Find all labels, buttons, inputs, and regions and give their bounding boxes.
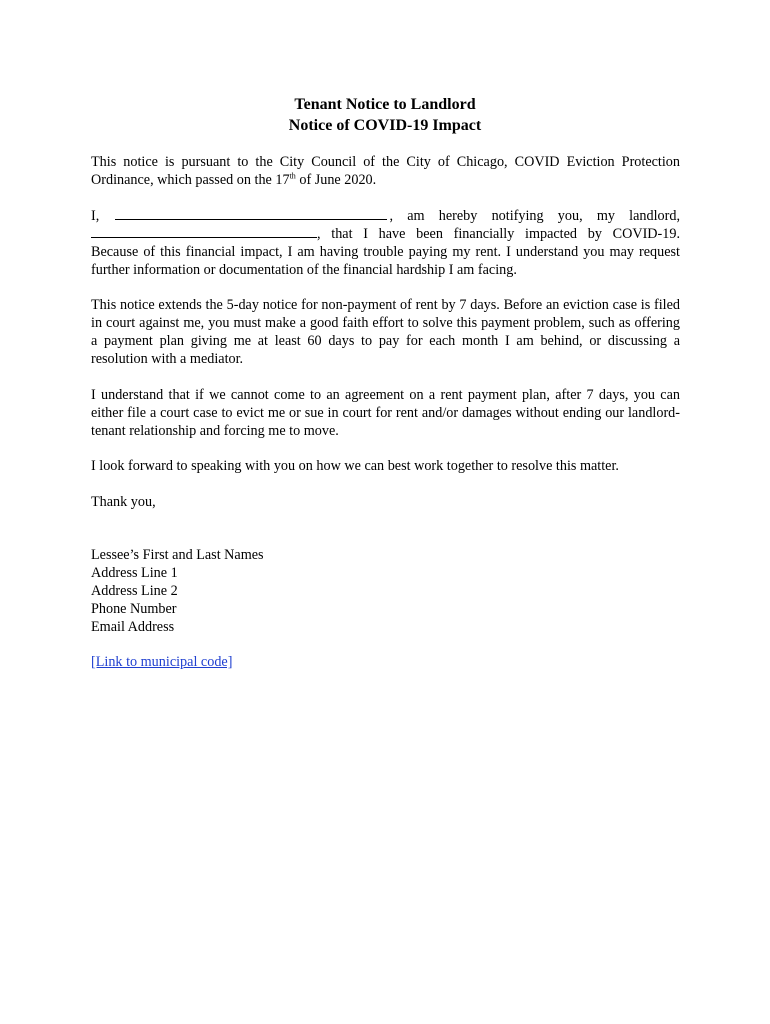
- notification-line-1: [91, 207, 680, 225]
- signature-names: Lessee’s First and Last Names: [91, 547, 264, 563]
- document-title: Tenant Notice to Landlord: [294, 96, 476, 113]
- tenant-name-blank[interactable]: [115, 207, 387, 220]
- landlord-name-blank[interactable]: [91, 225, 317, 238]
- notification-after-tenant: , am hereby notifying you, my landlord,: [389, 208, 680, 224]
- paragraph-ordinance: [91, 153, 680, 189]
- paragraph-notification: [91, 207, 680, 279]
- paragraph-ordinance-date: of June 2020.: [295, 172, 377, 188]
- notification-line-2: [91, 225, 680, 243]
- notification-after-landlord: , that I have been financially impacted by COVID-19.: [317, 226, 680, 242]
- notification-prefix: I,: [91, 208, 100, 224]
- closing-text: Thank you,: [91, 494, 156, 510]
- signature-email: Email Address: [91, 619, 175, 635]
- signature-address-2: Address Line 2: [91, 583, 178, 599]
- signature-address-1: Address Line 1: [91, 565, 178, 581]
- paragraph-extension: This notice extends the 5-day notice for non-payment of rent by 7 days. Before an eviction case is filed in court against me, you must make a good faith effort to solve this payment problem, such as offering a payment plan giving me at least 60 days to pay for each month I am behind, or discussing a resolution with a mediator.: [91, 297, 680, 367]
- paragraph-resolution: I look forward to speaking with you on how we can best work together to resolve this matter.: [91, 458, 619, 474]
- signature-phone: Phone Number: [91, 601, 177, 617]
- document-subtitle: Notice of COVID-19 Impact: [288, 117, 482, 134]
- ordinal-superscript: th: [289, 171, 296, 181]
- paragraph-ordinance-text: This notice is pursuant to the City Council of the City of Chicago, COVID Eviction Protection Ordinance, which passed on the 17: [91, 154, 680, 188]
- notification-rest: Because of this financial impact, I am having trouble paying my rent. I understand you may request further information or documentation of the financial hardship I am facing.: [91, 244, 680, 278]
- municipal-code-link[interactable]: [Link to municipal code]: [91, 654, 233, 670]
- paragraph-consequences: I understand that if we cannot come to an agreement on a rent payment plan, after 7 days, you can either file a court case to evict me or sue in court for rent and/or damages without ending our landlord-tenant relationship and forcing me to move.: [91, 387, 680, 439]
